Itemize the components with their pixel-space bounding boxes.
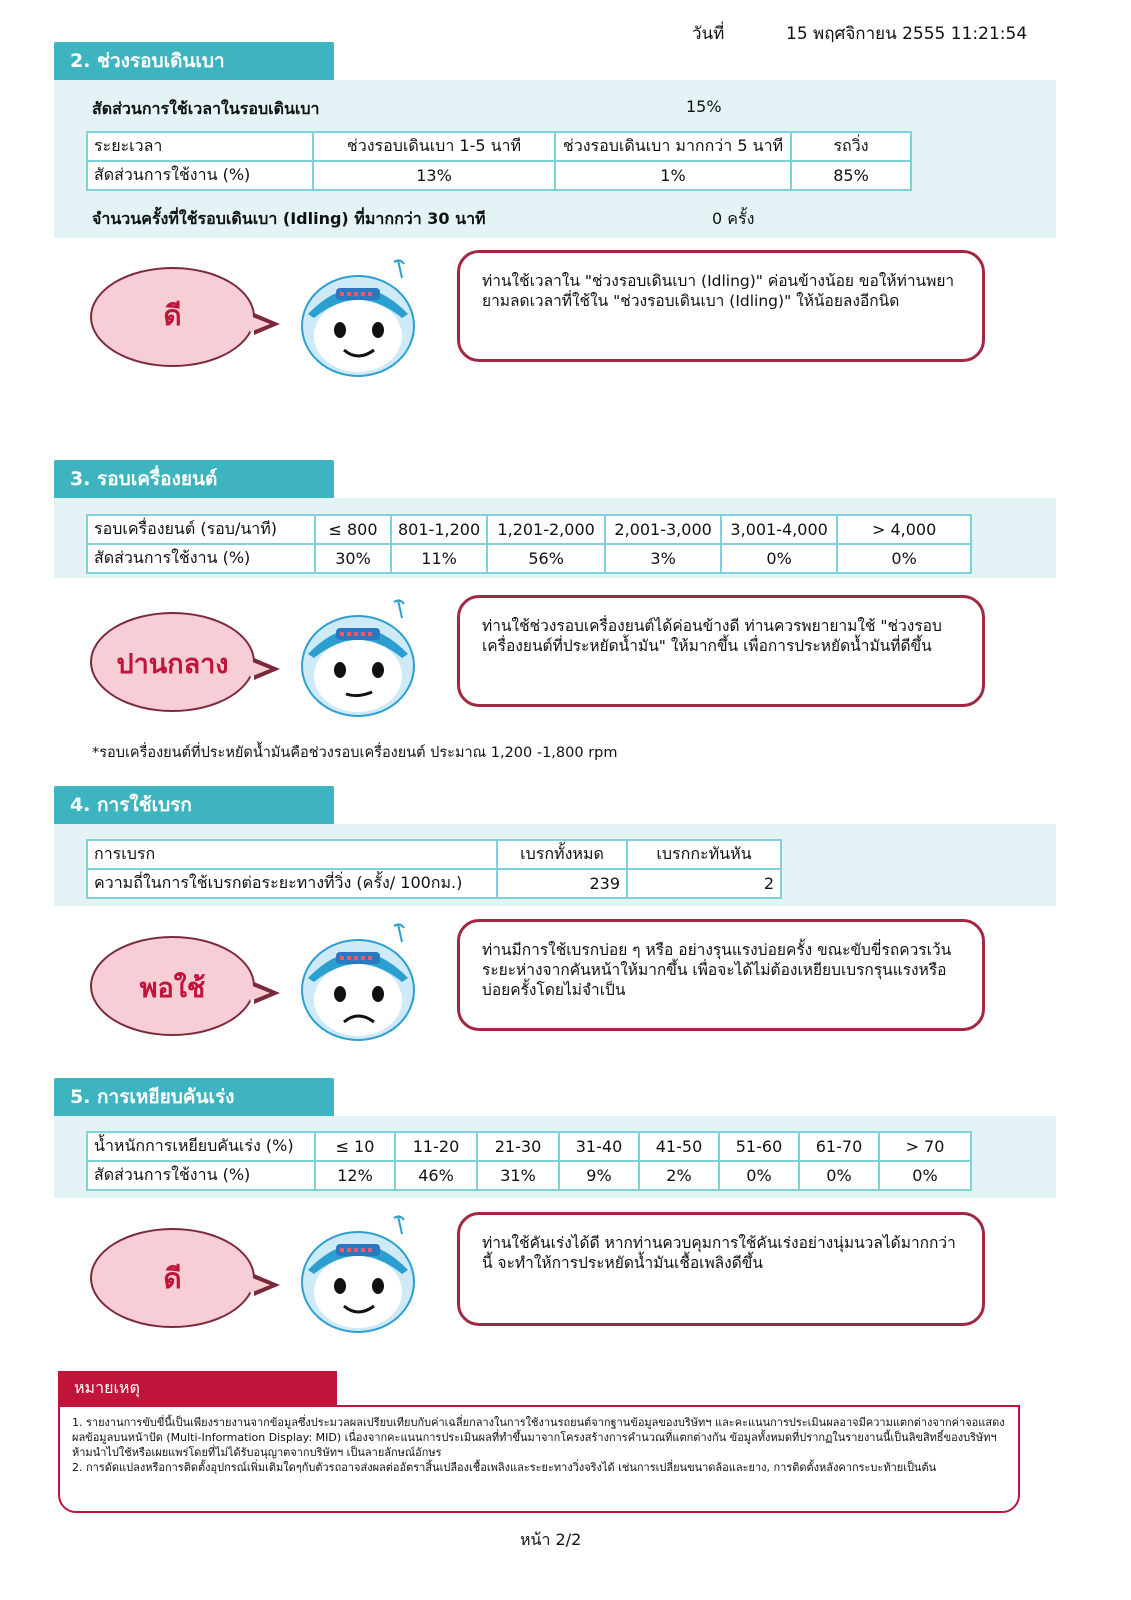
table-header-cell: น้ำหนักการเหยียบคันเร่ง (%) <box>87 1132 315 1161</box>
table-cell: 0% <box>721 544 837 573</box>
smiling-robot-icon <box>298 1214 420 1334</box>
table-cell: 30% <box>315 544 391 573</box>
table-cell: 12% <box>315 1161 395 1190</box>
table-header-cell: ช่วงรอบเดินเบา มากกว่า 5 นาที <box>555 132 791 161</box>
table-header-cell: รถวิ่ง <box>791 132 911 161</box>
rating-text-idling: ดี <box>163 299 182 332</box>
table-header-cell: ≤ 800 <box>315 515 391 544</box>
table-row <box>87 1161 971 1190</box>
table-header-cell: 11-20 <box>395 1132 477 1161</box>
idling-table <box>86 131 912 191</box>
table-cell: 85% <box>791 161 911 190</box>
table-cell: 56% <box>487 544 605 573</box>
table-row <box>87 515 971 544</box>
table-cell: 239 <box>497 869 627 898</box>
table-cell: 2 <box>627 869 781 898</box>
comment-accel: ท่านใช้คันเร่งได้ดี หากท่านควบคุมการใช้คันเร่งอย่างนุ่มนวลได้มากกว่านี้ จะทำให้การประหยัดน้ำมันเชื้อเพลิงดีขึ้น <box>457 1212 985 1326</box>
table-row <box>87 869 781 898</box>
sad-robot-icon <box>298 922 420 1042</box>
table-header-cell: 801-1,200 <box>391 515 487 544</box>
report-date: 15 พฤศจิกายน 2555 11:21:54 <box>786 24 1028 44</box>
table-header-cell: > 4,000 <box>837 515 971 544</box>
table-cell: 0% <box>719 1161 799 1190</box>
section-title-brake: 4. การใช้เบรก <box>54 786 334 824</box>
table-header-cell: > 70 <box>879 1132 971 1161</box>
table-cell: 46% <box>395 1161 477 1190</box>
idling-ratio-label: สัดส่วนการใช้เวลาในรอบเดินเบา <box>92 99 320 118</box>
rating-text-engine: ปานกลาง <box>116 649 229 680</box>
smiling-robot-icon <box>298 258 420 378</box>
table-row-label: สัดส่วนการใช้งาน (%) <box>87 161 313 190</box>
idling-count-label: จำนวนครั้งที่ใช้รอบเดินเบา (Idling) ที่มากกว่า 30 นาที <box>92 209 486 228</box>
table-header-cell: ≤ 10 <box>315 1132 395 1161</box>
page-number: หน้า 2/2 <box>520 1530 582 1549</box>
table-header-cell: ช่วงรอบเดินเบา 1-5 นาที <box>313 132 555 161</box>
idling-ratio-value: 15% <box>686 97 722 116</box>
table-cell: 3% <box>605 544 721 573</box>
remarks-line-2: 2. การดัดแปลงหรือการติดตั้งอุปกรณ์เพิ่มเติมใดๆกับตัวรถอาจส่งผลต่ออัตราสิ้นเปลืองเชื้อเพลิงและระยะทางวิ่งจริงได้ เช่นการเปลี่ยนขนาดล้อและยาง, การติดตั้งหลังคากระบะท้ายเป็นต้น <box>72 1461 937 1474</box>
accel-table <box>86 1131 972 1191</box>
table-header-cell: เบรกกะทันหัน <box>627 840 781 869</box>
table-cell: 1% <box>555 161 791 190</box>
section-title-idling: 2. ช่วงรอบเดินเบา <box>54 42 334 80</box>
table-header-cell: 31-40 <box>559 1132 639 1161</box>
engine-table <box>86 514 972 574</box>
table-cell: 11% <box>391 544 487 573</box>
table-cell: 9% <box>559 1161 639 1190</box>
idling-count-value: 0 ครั้ง <box>712 209 755 228</box>
rating-text-accel: ดี <box>163 1262 182 1295</box>
table-header-cell: เบรกทั้งหมด <box>497 840 627 869</box>
table-row <box>87 840 781 869</box>
engine-footnote: *รอบเครื่องยนต์ที่ประหยัดน้ำมันคือช่วงรอบเครื่องยนต์ ประมาณ 1,200 -1,800 rpm <box>92 745 618 761</box>
table-cell: 0% <box>837 544 971 573</box>
table-header-cell: 3,001-4,000 <box>721 515 837 544</box>
table-header-cell: ระยะเวลา <box>87 132 313 161</box>
table-header-cell: 41-50 <box>639 1132 719 1161</box>
remarks-box <box>58 1405 1020 1513</box>
table-cell: 13% <box>313 161 555 190</box>
remarks-line-1: 1. รายงานการขับขี่นี้เป็นเพียงรายงานจากข้อมูลซึ่งประมวลผลเปรียบเทียบกับค่าเฉลี่ยกลางในการใช้งานรถยนต์จากฐานข้อมูลของบริษัทฯ และคะแนนการประเมินผลอาจมีความแตกต่างจากค่าจอแสดงผลข้อมูลบนหน้าปัด (Multi-Information Display: MID) เนื่องจากคะแนนการประเมินผลที่ทำขึ้นมาจากโครงสร้างการคำนวณที่แตกต่างกัน ข้อมูลทั้งหมดที่ปรากฏในรายงานนี้เป็นลิขสิทธิ์ของบริษัทฯ ห้ามนำไปใช้หรือเผยแพร่โดยที่ไม่ได้รับอนุญาตจากบริษัทฯ เป็นลายลักษณ์อักษร <box>72 1416 1005 1459</box>
comment-brake: ท่านมีการใช้เบรกบ่อย ๆ หรือ อย่างรุนแรงบ่อยครั้ง ขณะขับขี่รถควรเว้นระยะห่างจากคันหน้าให้มากขึ้น เพื่อจะได้ไม่ต้องเหยียบเบรกรุนแรงหรือบ่อยครั้งโดยไม่จำเป็น <box>457 919 985 1031</box>
comment-engine: ท่านใช้ช่วงรอบเครื่องยนต์ได้ค่อนข้างดี ท่านควรพยายามใช้ "ช่วงรอบเครื่องยนต์ที่ประหยัดน้ำมัน" ให้มากขึ้น เพื่อการประหยัดน้ำมันที่ดีขึ้น <box>457 595 985 707</box>
table-header-cell: การเบรก <box>87 840 497 869</box>
table-cell: 0% <box>799 1161 879 1190</box>
table-header-cell: 2,001-3,000 <box>605 515 721 544</box>
table-cell: 2% <box>639 1161 719 1190</box>
table-header-cell: 61-70 <box>799 1132 879 1161</box>
neutral-robot-icon <box>298 598 420 718</box>
brake-table <box>86 839 782 899</box>
table-row <box>87 544 971 573</box>
table-cell: 31% <box>477 1161 559 1190</box>
section-title-engine: 3. รอบเครื่องยนต์ <box>54 460 334 498</box>
table-row-label: สัดส่วนการใช้งาน (%) <box>87 544 315 573</box>
table-header-cell: รอบเครื่องยนต์ (รอบ/นาที) <box>87 515 315 544</box>
table-row-label: สัดส่วนการใช้งาน (%) <box>87 1161 315 1190</box>
table-cell: 0% <box>879 1161 971 1190</box>
remarks-title: หมายเหตุ <box>58 1371 337 1405</box>
comment-idling: ท่านใช้เวลาใน "ช่วงรอบเดินเบา (Idling)" ค่อนข้างน้อย ขอให้ท่านพยายามลดเวลาที่ใช้ใน "ช่วงรอบเดินเบา (Idling)" ให้น้อยลงอีกนิด <box>457 250 985 362</box>
section-title-accel: 5. การเหยียบคันเร่ง <box>54 1078 334 1116</box>
table-row <box>87 161 911 190</box>
table-row <box>87 132 911 161</box>
table-row-label: ความถี่ในการใช้เบรกต่อระยะทางที่วิ่ง (ครั้ง/ 100กม.) <box>87 869 497 898</box>
table-header-cell: 51-60 <box>719 1132 799 1161</box>
date-label: วันที่ <box>692 24 725 44</box>
rating-text-brake: พอใช้ <box>139 973 206 1004</box>
table-header-cell: 1,201-2,000 <box>487 515 605 544</box>
table-header-cell: 21-30 <box>477 1132 559 1161</box>
table-row <box>87 1132 971 1161</box>
